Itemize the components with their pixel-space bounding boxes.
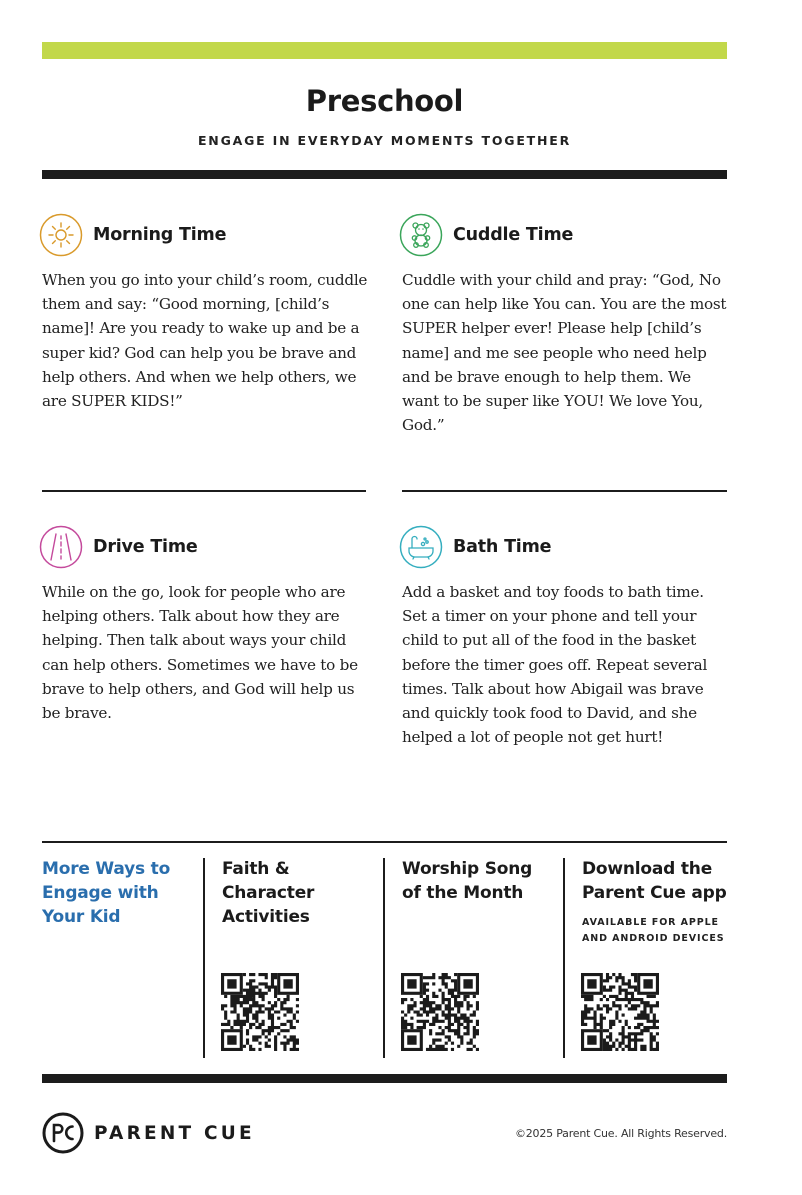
section-body: While on the go, look for people who are helping others. Talk about how they are helping. Then talk about ways your child can help others. Sometimes we have to be brave to help others, and God will help us be brave.	[42, 583, 358, 723]
worship-song-heading: Worship Song of the Month	[402, 859, 533, 903]
section-body: Cuddle with your child and pray: “God, No one can help like You can. You are the most SUPER helper ever! Please help [child’s name] and me see people who need help and be brave enough to help them. We want to be super like YOU! We love You, God.”	[402, 271, 727, 435]
section-bath-time	[399, 524, 729, 749]
section-title: Cuddle Time	[453, 225, 574, 245]
section-morning-time	[39, 212, 369, 413]
faith-character-heading: Faith & Character Activities	[222, 859, 315, 927]
download-app-block	[582, 857, 732, 947]
section-title: Bath Time	[453, 537, 552, 557]
section-divider	[42, 490, 366, 492]
download-app-heading: Download the Parent Cue app	[582, 859, 727, 903]
section-title: Morning Time	[93, 225, 227, 245]
section-cuddle-time	[399, 212, 729, 437]
app-availability-note: AVAILABLE FOR APPLE AND ANDROID DEVICES	[582, 917, 725, 944]
page-subtitle: ENGAGE IN EVERYDAY MOMENTS TOGETHER	[197, 133, 572, 148]
column-divider	[383, 858, 385, 1058]
section-title: Drive Time	[93, 537, 198, 557]
more-ways-heading: More Ways to Engage with Your Kid	[42, 859, 171, 927]
section-divider	[402, 490, 727, 492]
copyright-text: ©2025 Parent Cue. All Rights Reserved.	[514, 1127, 727, 1140]
parent-cue-logo-mark-icon	[42, 1112, 84, 1154]
parent-cue-app-qr-code[interactable]	[581, 973, 659, 1051]
header-divider	[42, 170, 727, 179]
teddy-bear-icon	[399, 213, 443, 257]
column-divider	[203, 858, 205, 1058]
section-drive-time	[39, 524, 369, 725]
resources-top-rule	[42, 841, 727, 843]
worship-song-qr-code[interactable]	[401, 973, 479, 1051]
brand-name: PARENT CUE	[94, 1122, 255, 1144]
road-icon	[39, 525, 83, 569]
footer-divider	[42, 1074, 727, 1083]
section-body: When you go into your child’s room, cuddle them and say: “Good morning, [child’s name]! Are you ready to wake up and be a super kid? God can help you be brave and help others. And when we help others, we are SUPER KIDS!”	[42, 271, 368, 411]
sun-icon	[39, 213, 83, 257]
faith-activities-qr-code[interactable]	[221, 973, 299, 1051]
bathtub-icon	[399, 525, 443, 569]
header-accent-bar	[42, 42, 727, 59]
section-body: Add a basket and toy foods to bath time. Set a timer on your phone and tell your child to put all of the food in the basket before the timer goes off. Repeat several times. Talk about how Abigail was brave and quickly took food to David, and she helped a lot of people not get hurt!	[402, 583, 708, 747]
parent-cue-logo	[42, 1112, 255, 1154]
page-title: Preschool	[305, 84, 464, 118]
column-divider	[563, 858, 565, 1058]
